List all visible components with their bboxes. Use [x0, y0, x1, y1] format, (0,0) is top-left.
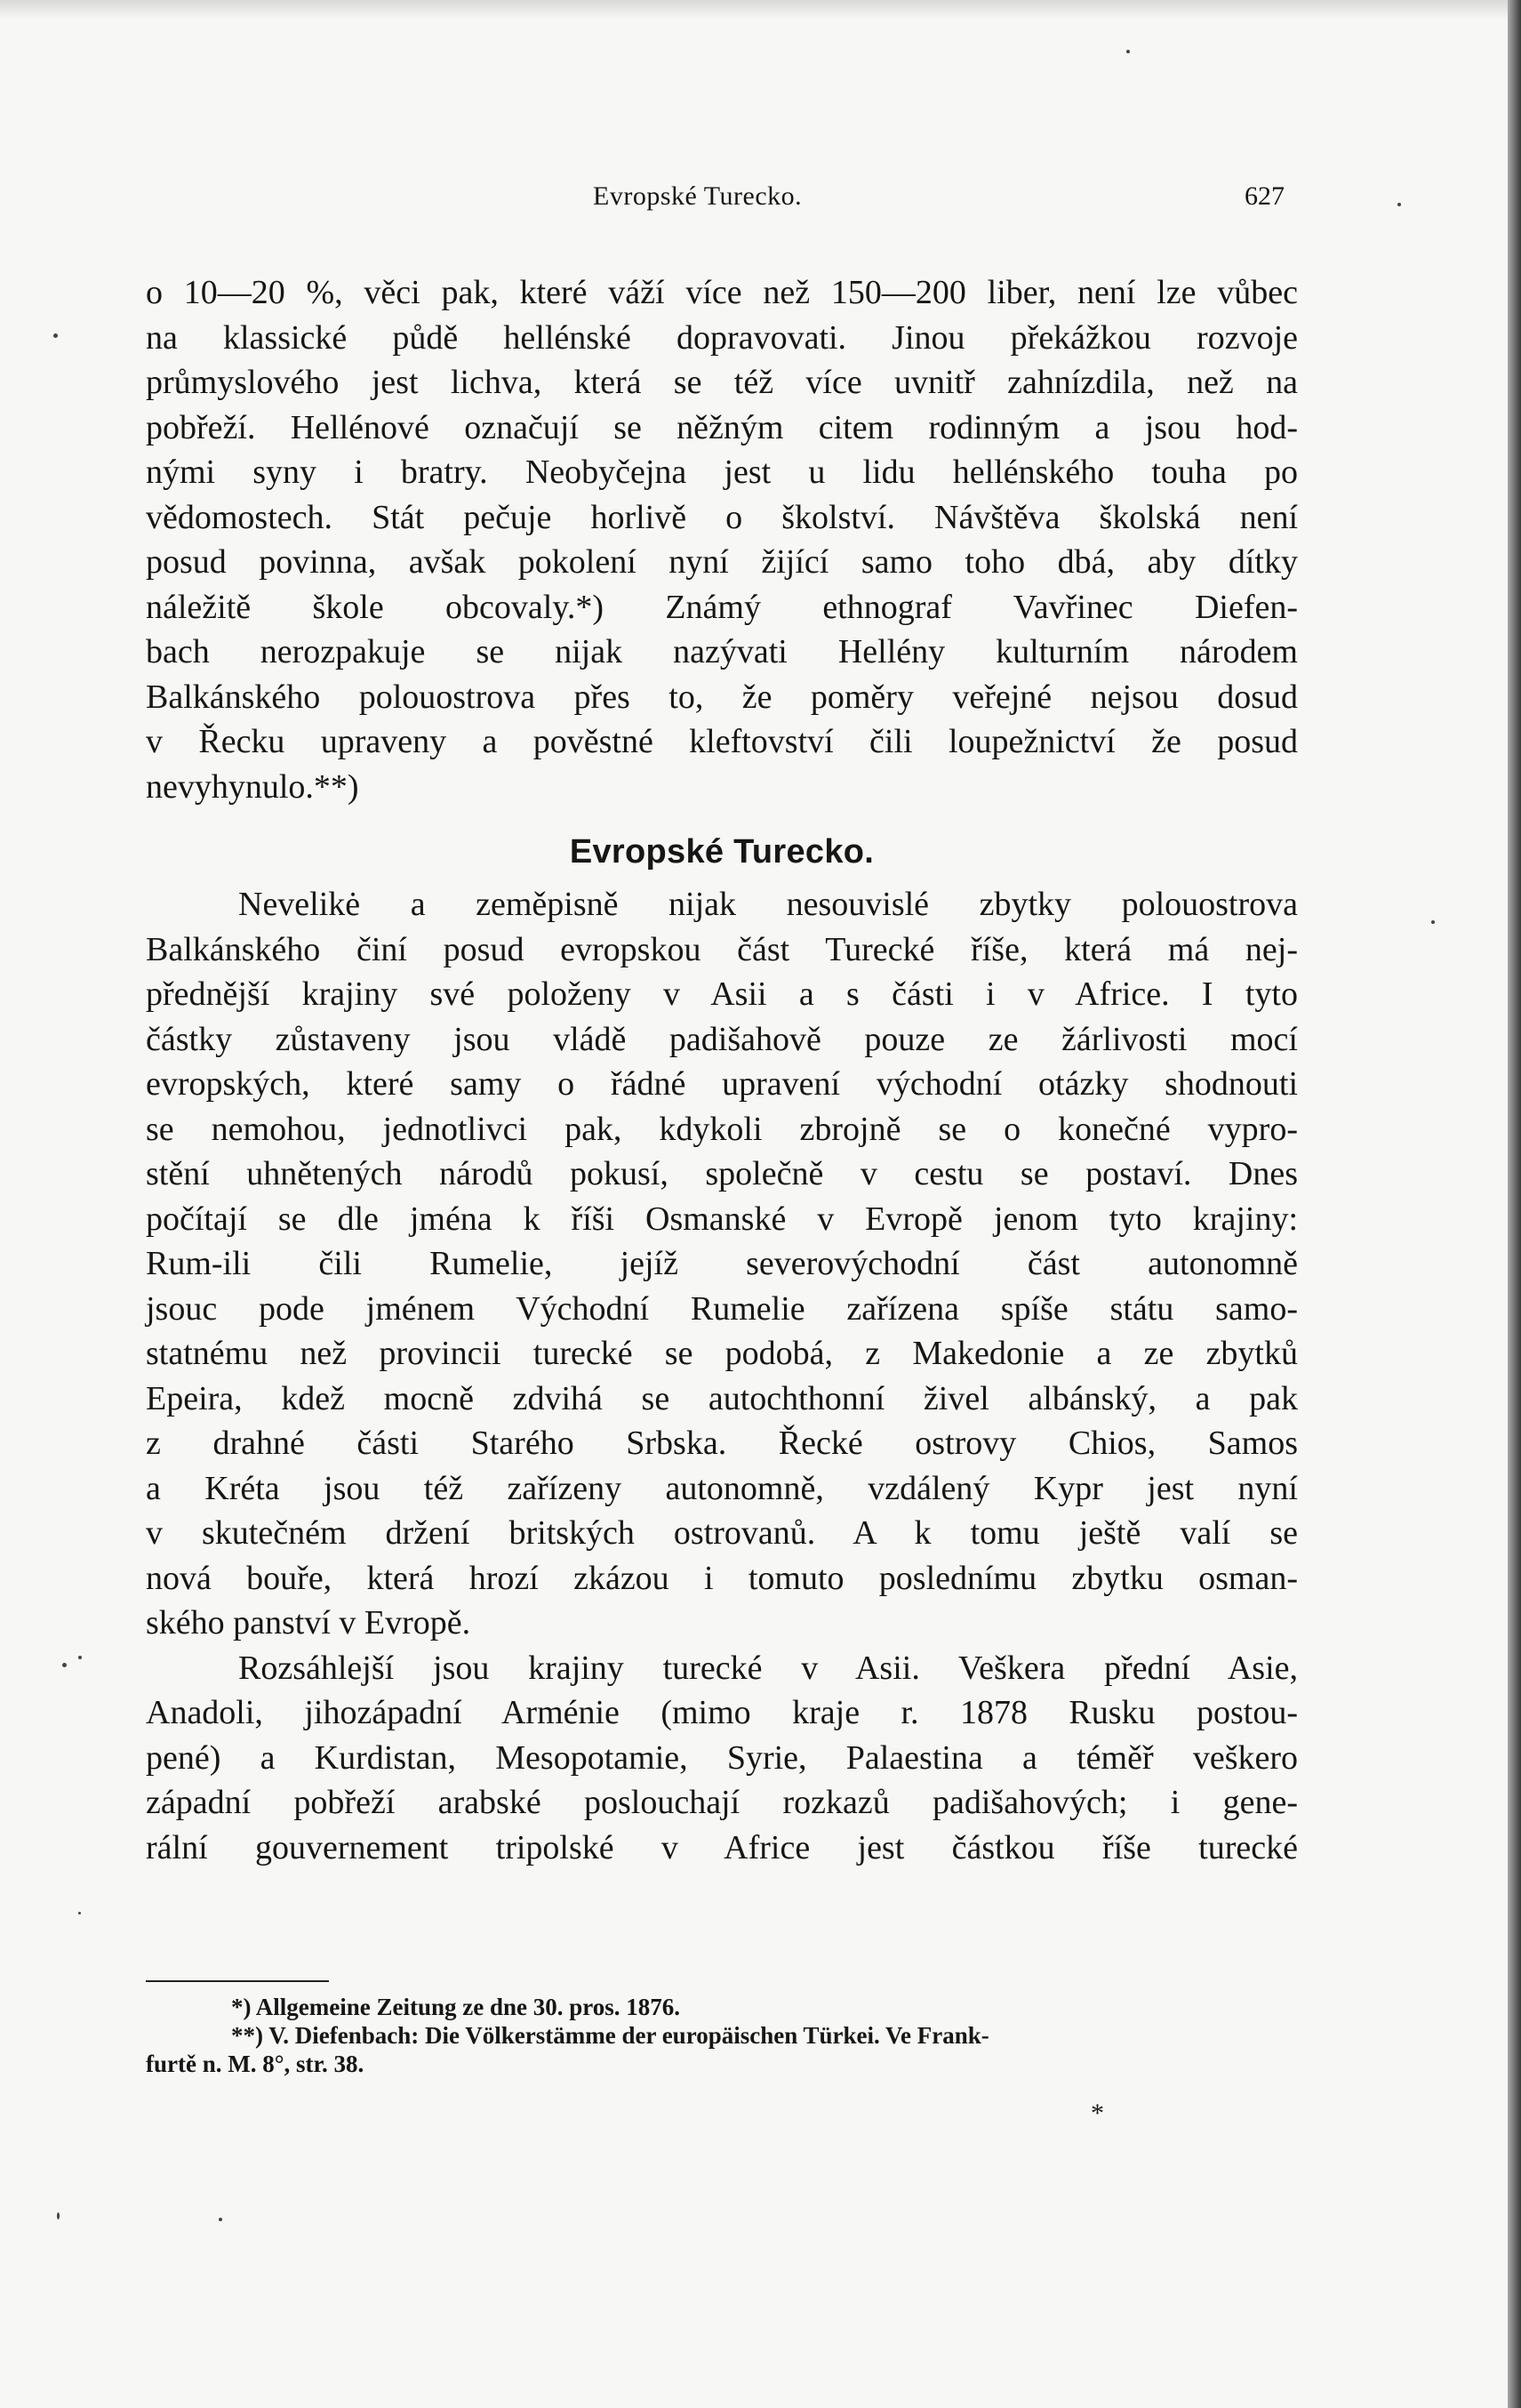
- main-text: [146, 270, 1298, 1870]
- text-line: Nevelikė a zeměpisně nijak nesouvislé zbytky polouostrova: [238, 886, 1298, 923]
- section-heading: Evropské Turecko.: [569, 833, 875, 871]
- scan-speck: [1397, 203, 1401, 206]
- text-line: nová bouře, která hrozí zkázou i tomuto poslednímu zbytku osman-: [146, 1559, 1298, 1597]
- paragraph-3: [146, 1646, 1298, 1871]
- scan-speck: [78, 1656, 82, 1659]
- text-line: a Kréta jsou též zařízeny autonomně, vzdálený Kypr jest nyní: [146, 1469, 1298, 1507]
- scan-speck: [57, 2212, 60, 2219]
- text-line: jsouc pode jménem Východní Rumelie zařízena spíše státu samo-: [146, 1289, 1298, 1328]
- text-line: na klassické půdě hellénské dopravovati. Jinou překážkou rozvoje: [146, 318, 1298, 357]
- text-line: Rozsáhlejší jsou krajiny turecké v Asii. Veškera přední Asie,: [238, 1649, 1298, 1687]
- text-line: statnému než provincii turecké se podobá, z Makedonie a ze zbytků: [146, 1335, 1298, 1372]
- footnote-divider: [146, 1980, 329, 1982]
- text-line: částky zůstaveny jsou vládě padišahově pouze ze žárlivosti mocí: [146, 1020, 1298, 1058]
- text-line: stění uhnětených národů pokusí, společně v cestu se postaví. Dnes: [146, 1155, 1298, 1192]
- text-line: Rum-ili čili Rumelie, jejíž severovýchodní část autonomně: [146, 1245, 1298, 1282]
- scan-speck: [78, 1912, 81, 1914]
- text-line: pené) a Kurdistan, Mesopotamie, Syrie, Palaestina a téměř veškero: [146, 1738, 1298, 1777]
- scan-speck: [53, 333, 58, 338]
- footnote-1: *) Allgemeine Zeitung ze dne 30. pros. 1876.: [231, 1994, 680, 2020]
- text-line: Balkánského činí posud evropskou část Turecké říše, která má nej-: [146, 930, 1298, 968]
- text-line: o 10—20 %, věci pak, které váží více než 150—200 liber, není lze vůbec: [146, 274, 1298, 311]
- text-line: v skutečném držení britských ostrovanů. A k tomu ještě valí se: [146, 1514, 1298, 1552]
- text-line: bach nerozpakuje se nijak nazývati Hellény kulturním národem: [146, 633, 1298, 670]
- text-line: ského panství v Evropě.: [146, 1604, 471, 1641]
- signature-mark: *: [1091, 2099, 1104, 2128]
- text-line: Epeira, kdež mocně zdvihá se autochthonní živel albánský, a pak: [146, 1379, 1298, 1417]
- text-line: vědomostech. Stát pečuje horlivě o školství. Návštěva školská není: [146, 498, 1298, 536]
- scan-speck: [62, 1663, 67, 1667]
- scan-speck: [1126, 50, 1130, 53]
- text-line: pobřeží. Hellénové označují se něžným citem rodinným a jsou hod-: [146, 408, 1298, 446]
- scan-speck: [219, 2218, 222, 2221]
- text-line: přednější krajiny své položeny v Asii a s části i v Africe. I tyto: [146, 975, 1298, 1013]
- scan-top-edge: [0, 0, 1508, 20]
- paragraph-1: [146, 270, 1298, 809]
- text-line: z drahné části Starého Srbska. Řecké ostrovy Chios, Samos: [146, 1425, 1298, 1462]
- text-line: počítají se dle jména k říši Osmanské v Evropě jenom tyto krajiny:: [146, 1200, 1298, 1238]
- text-line: posud povinna, avšak pokolení nyní žijící samo toho dbá, aby dítky: [146, 543, 1298, 581]
- text-line: se nemohou, jednotlivci pak, kdykoli zbrojně se o konečné vypro-: [146, 1110, 1298, 1148]
- paragraph-2: [146, 882, 1298, 1646]
- text-line: nevyhynulo.**): [146, 767, 359, 806]
- text-line: náležitě škole obcovaly.*) Známý ethnograf Vavřinec Diefen-: [146, 588, 1298, 626]
- text-line: západní pobřeží arabské poslouchají rozkazů padišahových; i gene-: [146, 1784, 1298, 1821]
- text-line: v Řecku upraveny a pověstné kleftovství čili loupežnictví že posud: [146, 723, 1298, 760]
- page-edge-shadow: [1508, 0, 1521, 2408]
- text-line: rální gouvernement tripolské v Africe jest částkou říše turecké: [146, 1828, 1298, 1866]
- footnote-2: **) V. Diefenbach: Die Völkerstämme der europäischen Türkei. Ve Frank-: [231, 2022, 989, 2049]
- text-line: Balkánského polouostrova přes to, že poměry veřejné nejsou dosud: [146, 678, 1298, 716]
- scan-speck: [1431, 920, 1435, 924]
- footnotes: [146, 1993, 1298, 2078]
- page-number: 627: [1245, 181, 1285, 211]
- text-line: nými syny i bratry. Neobyčejna jest u lidu hellénského touha po: [146, 454, 1298, 491]
- text-line: průmyslového jest lichva, která se též více uvnitř zahnízdila, než na: [146, 364, 1298, 401]
- text-line: evropských, které samy o řádné upravení východní otázky shodnouti: [146, 1065, 1298, 1103]
- running-title: Evropské Turecko.: [593, 181, 803, 211]
- footnote-2-continuation: furtě n. M. 8°, str. 38.: [146, 2051, 364, 2077]
- page-header: [0, 181, 1508, 217]
- text-line: Anadoli, jihozápadní Arménie (mimo kraje r. 1878 Rusku postou-: [146, 1694, 1298, 1731]
